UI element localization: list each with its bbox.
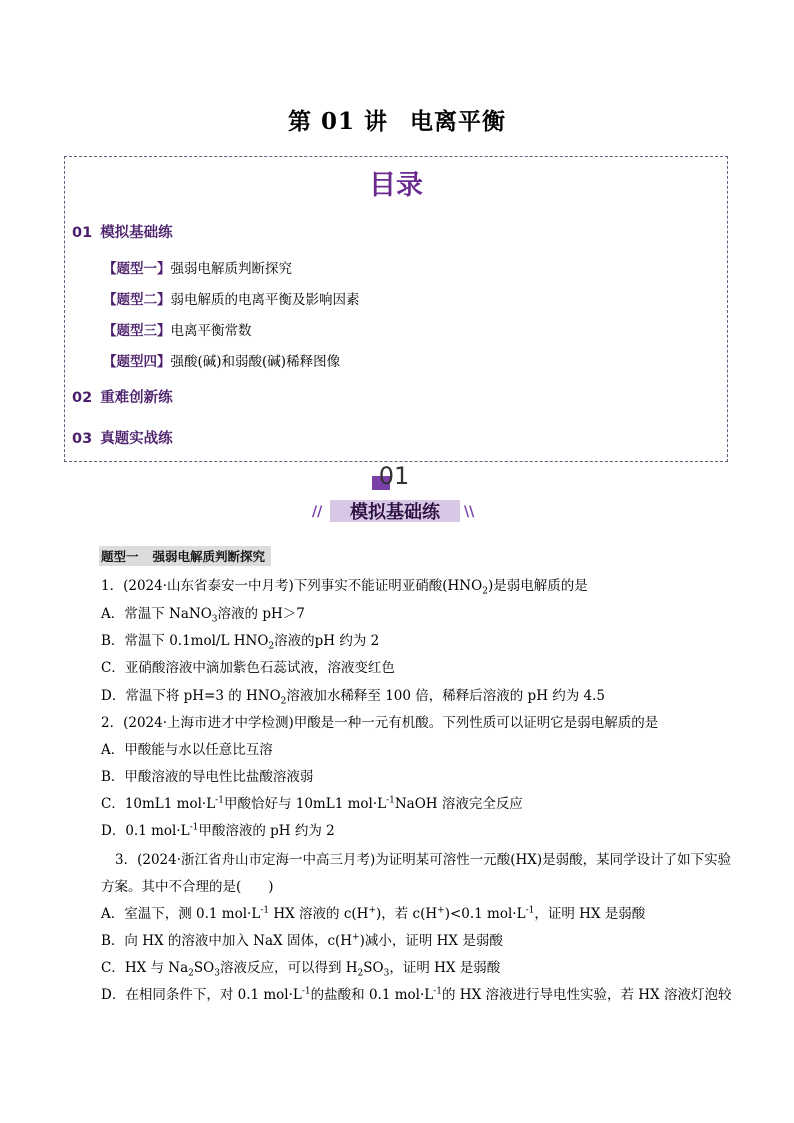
question-1-option-a [101, 602, 305, 625]
text: 的盐酸和 0.1 mol·L [310, 987, 434, 1003]
superscript: -1 [301, 986, 311, 997]
text: )减小，证明 HX 是弱酸 [359, 933, 503, 949]
text: NaOH 溶液完全反应 [394, 796, 523, 812]
subscript: 2 [188, 968, 194, 979]
text: 甲酸恰好与 10mL1 mol·L [223, 796, 387, 812]
question-2-stem [101, 711, 658, 731]
type-label-text: 强弱电解质判断探究 [152, 549, 266, 564]
text: C．HX 与 Na [101, 960, 189, 976]
text: C．10mL1 mol·L [101, 796, 216, 812]
toc-section-01[interactable] [72, 221, 173, 242]
text: A．室温下，测 0.1 mol·L [101, 906, 261, 922]
question-3-stem-line-1 [115, 848, 731, 868]
toc-section-num: 02 [72, 390, 93, 406]
superscript: + [437, 905, 445, 916]
toc-type-text: 电离平衡常数 [170, 323, 252, 339]
text: B．甲酸溶液的导电性比盐酸溶液弱 [101, 769, 314, 785]
text: A．甲酸能与水以任意比互溶 [101, 742, 273, 758]
text: )是弱电解质的是 [487, 578, 588, 594]
text: SO [193, 960, 215, 976]
toc-section-label: 真题实战练 [100, 431, 173, 447]
lecture-title: 电离平衡 [410, 108, 507, 135]
toc-type-1[interactable] [103, 257, 292, 277]
superscript: -1 [386, 795, 395, 806]
text: 甲酸溶液的 pH 约为 2 [198, 823, 335, 839]
text: 2．(2024·上海市进才中学检测)甲酸是一种一元有机酸。下列性质可以证明它是弱电解质的是 [101, 715, 659, 731]
text: 溶液加水稀释至 100 倍，稀释后溶液的 pH 约为 4.5 [286, 688, 606, 704]
text: B．常温下 0.1mol/L HNO [101, 633, 269, 649]
text: D．在相同条件下，对 0.1 mol·L [101, 987, 302, 1003]
superscript: -1 [433, 986, 443, 997]
toc-section-03[interactable] [72, 427, 173, 448]
text: 的 HX 溶液进行导电性实验，若 HX 溶液灯泡较 [442, 987, 732, 1003]
type-label-name: 题型一 [101, 549, 139, 564]
subscript: 3 [211, 614, 218, 625]
toc-type-2[interactable] [103, 288, 360, 308]
text: 3．(2024·浙江省舟山市定海一中高三月考)为证明某可溶性一元酸(HX)是弱酸，某同学设计了如下实验 [115, 852, 732, 868]
superscript: -1 [525, 905, 535, 916]
toc-section-num: 01 [72, 225, 93, 241]
page-title [0, 103, 794, 136]
question-3-option-d [101, 983, 731, 1003]
toc-type-tag: 【题型三】 [103, 323, 171, 339]
banner-slash-right-icon: \\ [464, 504, 475, 520]
text: ，证明 HX 是弱酸 [534, 906, 646, 922]
subscript: 3 [214, 968, 220, 979]
text: ，证明 HX 是弱酸 [389, 960, 501, 976]
text: )，若 c(H [376, 906, 438, 922]
question-1-stem [101, 574, 588, 597]
text: C．亚硝酸溶液中滴加紫色石蕊试液，溶液变红色 [101, 660, 395, 676]
toc-type-tag: 【题型四】 [103, 354, 171, 370]
banner-title: 模拟基础练 [350, 502, 440, 523]
toc-type-text: 强酸(碱)和弱酸(碱)稀释图像 [170, 354, 341, 370]
text: 溶液的 pH＞7 [217, 606, 305, 622]
question-2-option-c [101, 792, 523, 812]
lecture-number: 第 01 讲 [287, 108, 389, 135]
toc-heading: 目录 [369, 170, 423, 201]
subscript: 2 [280, 696, 287, 707]
question-3-option-b [101, 929, 503, 949]
question-3-option-c [101, 956, 500, 979]
question-2-option-b [101, 765, 313, 785]
toc-type-tag: 【题型一】 [103, 261, 171, 277]
toc-type-tag: 【题型二】 [103, 292, 171, 308]
text: B．向 HX 的溶液中加入 NaX 固体，c(H [101, 933, 353, 949]
toc-section-label: 模拟基础练 [100, 225, 173, 241]
toc-section-num: 03 [72, 431, 93, 447]
subscript: 3 [383, 968, 390, 979]
question-3-stem-line-2 [101, 875, 274, 895]
question-1-option-b [101, 629, 379, 652]
question-2-option-a [101, 738, 273, 758]
text: 1．(2024·山东省泰安一中月考)下列事实不能证明亚硝酸(HNO [101, 578, 483, 594]
superscript: -1 [215, 795, 224, 806]
text: 溶液反应，可以得到 H [219, 960, 358, 976]
text: HX 溶液的 c(H [269, 906, 369, 922]
toc-section-label: 重难创新练 [100, 390, 173, 406]
subscript: 2 [268, 641, 275, 652]
question-1-option-c [101, 656, 395, 676]
superscript: -1 [189, 822, 199, 833]
question-3-option-a [101, 902, 645, 922]
question-1-option-d [101, 684, 605, 707]
text: )<0.1 mol·L [444, 906, 526, 922]
superscript: -1 [260, 905, 270, 916]
text: 溶液的pH 约为 2 [274, 633, 380, 649]
text: 方案。其中不合理的是( ) [101, 879, 274, 895]
text: D．0.1 mol·L [101, 823, 190, 839]
question-2-option-d [101, 819, 335, 839]
subscript: 2 [482, 586, 488, 597]
toc-type-3[interactable] [103, 319, 252, 339]
text: SO [363, 960, 384, 976]
type-label [99, 546, 271, 566]
banner-slash-left-icon: // [312, 504, 323, 520]
table-of-contents [64, 156, 728, 462]
text: D．常温下将 pH=3 的 HNO [101, 688, 281, 704]
toc-type-text: 强弱电解质判断探究 [170, 261, 292, 277]
subscript: 2 [357, 968, 364, 979]
toc-section-02[interactable] [72, 386, 173, 407]
superscript: + [352, 932, 360, 943]
toc-type-4[interactable] [103, 350, 340, 370]
text: A．常温下 NaNO [101, 606, 212, 622]
superscript: + [368, 905, 376, 916]
toc-type-text: 弱电解质的电离平衡及影响因素 [170, 292, 360, 308]
banner-number: 01 [378, 462, 410, 490]
